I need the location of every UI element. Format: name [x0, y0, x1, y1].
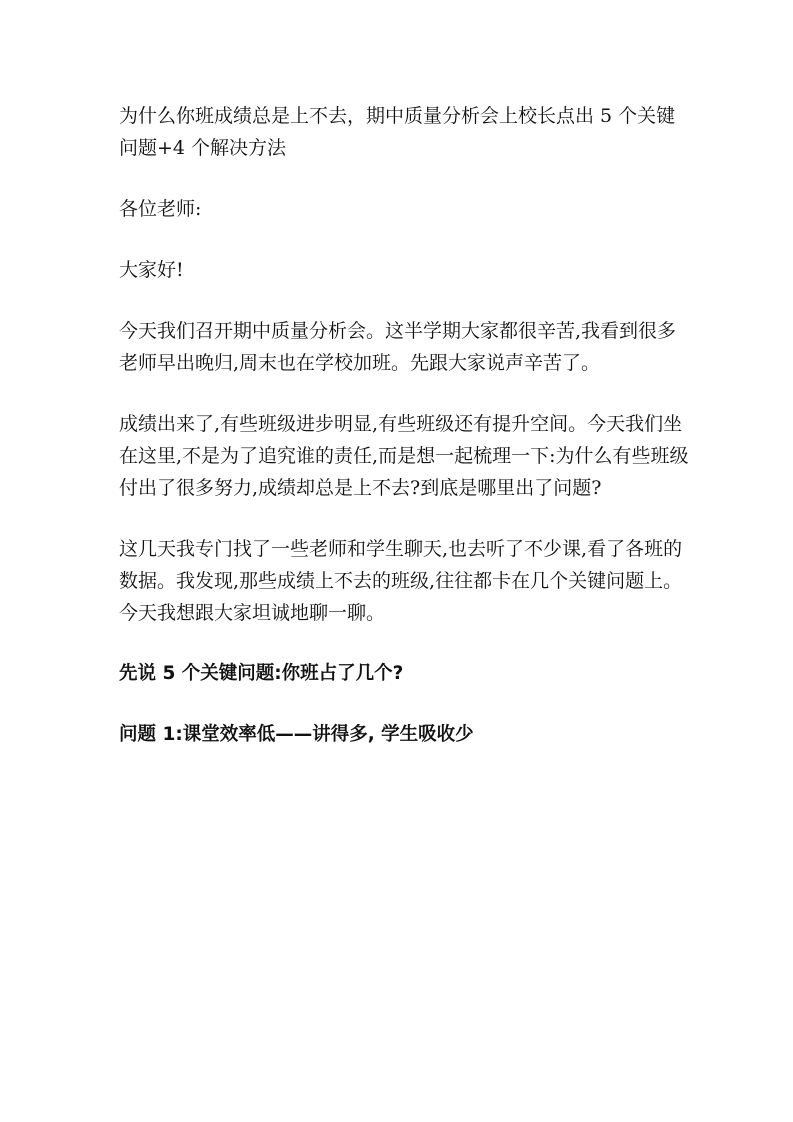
document-body	[119, 100, 689, 780]
hello-line: 大家好!	[119, 259, 184, 281]
paragraph-3: 这几天我专门找了一些老师和学生聊天,也去听了不少课,看了各班的数据。我发现,那些成绩上不去的班级,往往都卡在几个关键问题上。今天我想跟大家坦诚地聊一聊。	[119, 538, 683, 624]
problem-1-heading: 问题 1:课堂效率低——讲得多, 学生吸收少	[119, 724, 474, 745]
paragraph-2: 成绩出来了,有些班级进步明显,有些班级还有提升空间。今天我们坐在这里,不是为了追究谁的责任,而是想一起梳理一下:为什么有些班级付出了很多努力,成绩却总是上不去?到底是哪里出了问题?	[119, 413, 689, 499]
greeting-line: 各位老师:	[119, 198, 202, 220]
document-title: 为什么你班成绩总是上不去，期中质量分析会上校长点出 5 个关键问题+4 个解决方法	[119, 105, 676, 159]
paragraph-1: 今天我们召开期中质量分析会。这半学期大家都很辛苦,我看到很多老师早出晚归,周末也在学校加班。先跟大家说声辛苦了。	[119, 320, 677, 374]
section-heading: 先说 5 个关键问题:你班占了几个?	[119, 663, 404, 684]
